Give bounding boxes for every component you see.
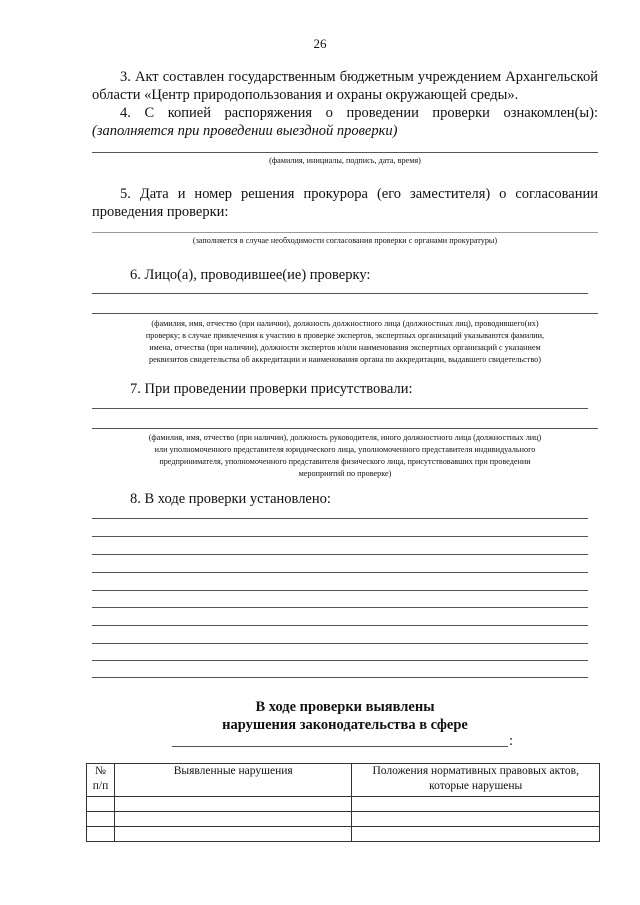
item4-line2: (заполняется при проведении выездной проверки) [92,123,398,139]
attendee-line-2[interactable] [92,428,598,429]
violations-table [86,763,600,842]
findings-line[interactable] [92,536,588,537]
item5-caption: (заполняется в случае необходимости согласования проверки с органами прокуратуры) [192,236,498,245]
findings-line[interactable] [92,554,588,555]
table-cell[interactable] [87,812,115,827]
table-cell[interactable] [87,827,115,842]
header-number: № п/п [87,764,115,797]
legislation-sphere-line[interactable] [172,746,508,747]
findings-line[interactable] [92,625,588,626]
findings-line[interactable] [92,572,588,573]
table-cell[interactable] [352,827,600,842]
sphere-colon: : [509,733,514,749]
inspector-line-1[interactable] [92,293,588,294]
item6-caption-line: проверку; в случае привлечения к участию в проверке экспертов, экспертных организаций указываются фамилии, [145,331,545,340]
item5-line2: проведения проверки: [92,204,229,220]
table-row [87,797,600,812]
findings-line[interactable] [92,518,588,519]
item4-caption: (фамилия, инициалы, подпись, дата, время) [269,156,421,165]
item6-caption-line: имена, отчества (при наличии), должности экспертов и/или наименования экспертных организаций с указанием [149,343,541,352]
item7-title: 7. При проведении проверки присутствовали: [130,381,413,397]
findings-line[interactable] [92,643,588,644]
table-cell[interactable] [114,827,352,842]
item4-line1: 4. С копией распоряжения о проведении проверки ознакомлен(ы): [120,105,598,121]
header-legal-provisions: Положения нормативных правовых актов, которые нарушены [352,764,600,797]
prosecutor-approval-line[interactable] [92,232,598,233]
attendee-line-1[interactable] [92,408,588,409]
item7-caption-line: предпринимателя, уполномоченного представителя физического лица, присутствовавших при проведении [159,457,531,466]
table-row [87,812,600,827]
violations-heading-line2: нарушения законодательства в сфере [222,717,468,733]
item7-caption-line: (фамилия, имя, отчество (при наличии), должность руководителя, иного должностного лица (должностных лиц) [148,433,542,442]
findings-line[interactable] [92,660,588,661]
table-cell[interactable] [352,797,600,812]
item7-caption [92,432,598,480]
findings-line[interactable] [92,590,588,591]
item6-caption-line: (фамилия, имя, отчество (при наличии), должность должностного лица (должностных лиц), проводившего(их) [151,319,539,328]
page-number: 26 [313,36,327,51]
table-header-row [87,764,600,797]
findings-line[interactable] [92,607,588,608]
item6-title: 6. Лицо(а), проводившее(ие) проверку: [130,267,371,283]
signature-line[interactable] [92,152,598,153]
violations-heading-line1: В ходе проверки выявлены [255,699,435,715]
header-violations: Выявленные нарушения [114,764,352,797]
item6-caption [92,318,598,366]
item8-title: 8. В ходе проверки установлено: [130,491,331,507]
table-cell[interactable] [114,812,352,827]
table-cell[interactable] [114,797,352,812]
item3-line2: области «Центр природопользования и охраны окружающей среды». [92,87,519,103]
table-cell[interactable] [352,812,600,827]
table-row [87,827,600,842]
item5-line1: 5. Дата и номер решения прокурора (его заместителя) о согласовании [120,186,598,202]
item7-caption-line: или уполномоченного представителя юридического лица, уполномоченного представителя индивидуального [154,445,536,454]
item7-caption-line: мероприятий по проверке) [298,469,392,478]
inspector-line-2[interactable] [92,313,598,314]
table-cell[interactable] [87,797,115,812]
item6-caption-line: реквизитов свидетельства об аккредитации и наименования органа по аккредитации, выдавшего свидетельство) [149,355,541,364]
findings-line[interactable] [92,677,588,678]
item3-line1: 3. Акт составлен государственным бюджетным учреждением Архангельской [120,69,598,85]
